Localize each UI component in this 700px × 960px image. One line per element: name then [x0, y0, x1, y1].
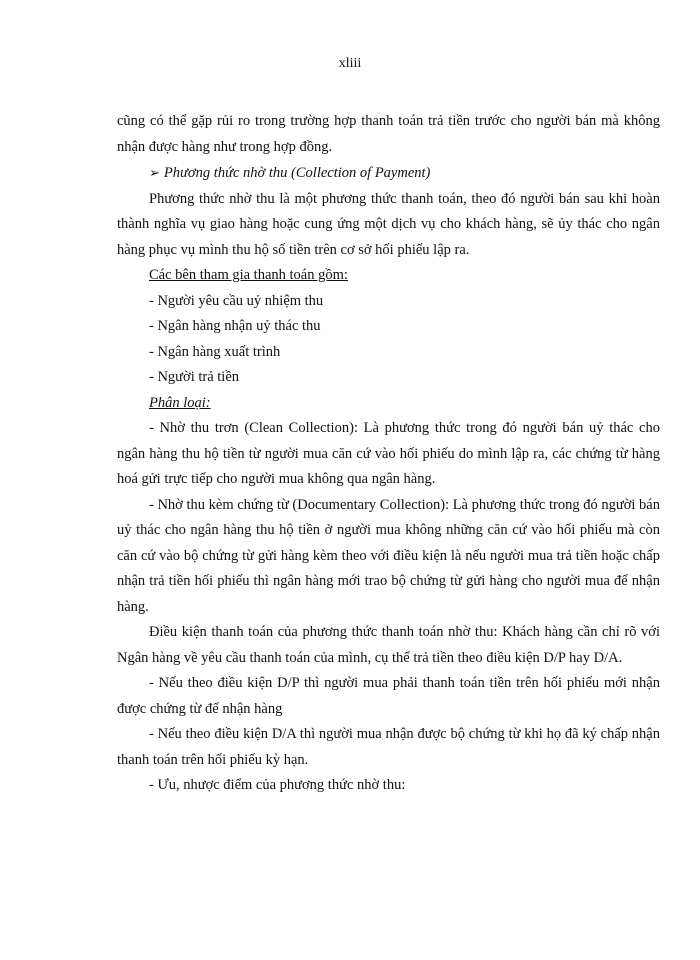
list-item: - Người trả tiền	[149, 369, 240, 385]
classification-title-text: Phân loại:	[149, 394, 211, 411]
parties-title	[117, 263, 660, 289]
classification-title	[117, 391, 660, 417]
list-item: - Người yêu cầu uỷ nhiệm thu	[149, 292, 324, 309]
list-item: - Ngân hàng xuất trình	[149, 343, 281, 360]
paragraph-continuation: cũng có thể gặp rủi ro trong trường hợp thanh toán trả tiền trước cho người bán mà không nhận được hàng như trong hợp đồng.	[117, 113, 660, 155]
section-heading	[117, 160, 660, 187]
page-number: xliii	[338, 56, 362, 71]
parties-title-text: Các bên tham gia thanh toán gồm:	[149, 267, 348, 283]
arrow-bullet-icon: ➢	[149, 165, 160, 180]
section-heading-text: Phương thức nhờ thu (Collection of Payment)	[163, 165, 431, 181]
paragraph-payment-conditions: Điều kiện thanh toán của phương thức thanh toán nhờ thu: Khách hàng cần chỉ rõ với Ngân hàng về yêu cầu thanh toán của mình, cụ thể trả tiền theo điều kiện D/P hay D/A.	[117, 624, 660, 666]
paragraph-documentary-collection: - Nhờ thu kèm chứng từ (Documentary Collection): Là phương thức trong đó người bán uỷ thác cho ngân hàng thu hộ tiền ở người mua không những căn cứ vào hối phiếu mà còn căn cứ vào bộ chứng từ gửi hàng kèm theo với điều kiện là nếu người mua trả tiền hoặc chấp nhận trả tiền hối phiếu thì ngân hàng mới trao bộ chứng từ gửi hàng cho người mua để nhận hàng.	[117, 496, 660, 615]
list-item: - Ngân hàng nhận uỷ thác thu	[149, 318, 321, 334]
paragraph-pros-cons: - Ưu, nhược điểm của phương thức nhờ thu:	[149, 777, 406, 793]
paragraph-clean-collection: - Nhờ thu trơn (Clean Collection): Là phương thức trong đó người bán uỷ thác cho ngân hàng thu hộ tiền từ người mua căn cứ vào hối phiếu do mình lập ra, các chứng từ hàng hoá gửi trực tiếp cho người mua không qua ngân hàng.	[117, 420, 660, 487]
paragraph-dp-condition: - Nếu theo điều kiện D/P thì người mua phải thanh toán tiền trên hối phiếu mới nhận được chứng từ để nhận hàng	[117, 675, 660, 717]
paragraph-da-condition: - Nếu theo điều kiện D/A thì người mua nhận được bộ chứng từ khi họ đã ký chấp nhận thanh toán trên hối phiếu kỳ hạn.	[117, 726, 660, 768]
page-content	[117, 109, 660, 799]
paragraph-definition: Phương thức nhờ thu là một phương thức thanh toán, theo đó người bán sau khi hoàn thành nghĩa vụ giao hàng hoặc cung ứng một dịch vụ cho khách hàng, sẽ ủy thác cho ngân hàng phục vụ mình thu hộ số tiền trên cơ sở hối phiếu lập ra.	[117, 190, 660, 258]
